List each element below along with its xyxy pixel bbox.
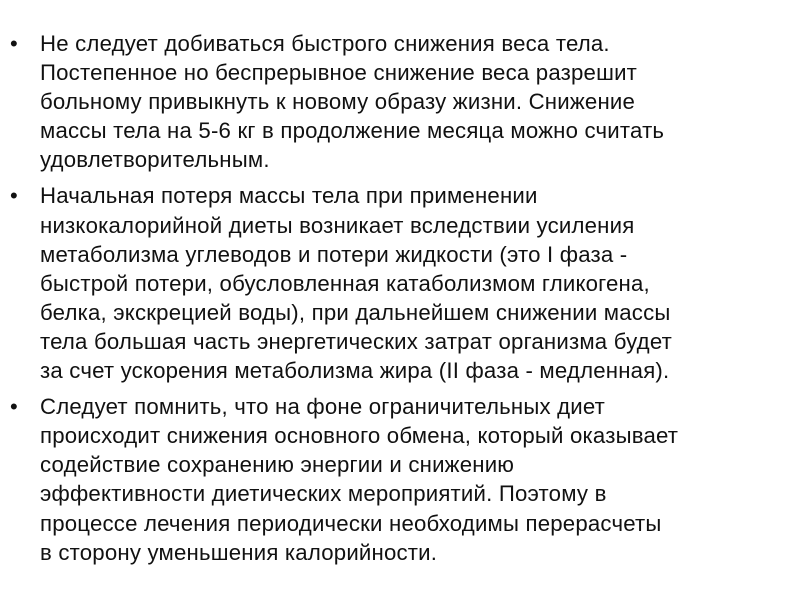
bullet-item-metabolism-recalculation (10, 392, 794, 567)
bullet-list (10, 29, 794, 574)
bullet-text: Не следует добиваться быстрого снижения веса тела. Постепенное но беспрерывное снижение веса разрешит больному привыкнуть к новому образу жизни. Снижение массы тела на 5-6 кг в продолжение месяца можно считать удовлетворительным. (40, 31, 665, 173)
bullet-marker: • (10, 183, 18, 209)
bullet-text: Следует помнить, что на фоне ограничительных диет происходит снижения основного обмена, который оказывает содействие сохранению энергии и снижению эффективности диетических мероприятий. Поэтому в процессе лечения периодически необходимы перерасчеты в сторону уменьшения калорийности. (40, 394, 679, 565)
bullet-marker: • (10, 394, 18, 420)
bullet-marker: • (10, 31, 18, 56)
bullet-text: Начальная потеря массы тела при применении низкокалорийной диеты возникает вследствии усиления метаболизма углеводов и потери жидкости (это I фаза - быстрой потери, обусловленная катаболизмом гликогена, белка, экскрецией воды), при дальнейшем снижении массы тела большая часть энергетических затрат организма будет за счет ускорения метаболизма жира (II фаза - медленная). (40, 183, 672, 384)
bullet-item-weight-loss-pace (10, 29, 794, 174)
bullet-item-initial-loss-phases (10, 181, 794, 385)
